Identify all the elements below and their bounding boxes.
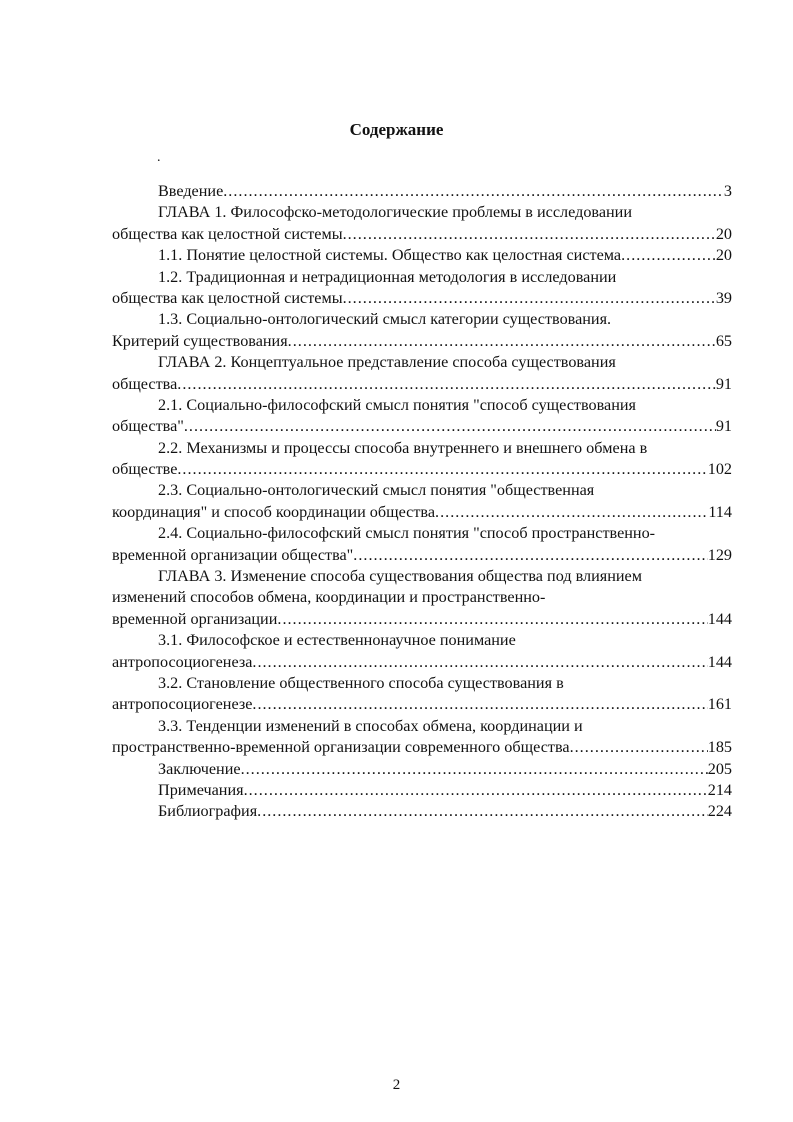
toc-entry-line	[112, 587, 732, 608]
dot-leader	[252, 652, 707, 673]
dot-leader	[257, 801, 708, 822]
toc-entry[interactable]	[112, 630, 732, 673]
toc-entry-text: ГЛАВА 1. Философско-методологические проблемы в исследовании	[158, 203, 633, 222]
toc-entry-text: антропосоциогенеза	[112, 652, 253, 671]
toc-entry[interactable]	[112, 245, 732, 266]
toc-entry-last-line	[112, 459, 732, 480]
toc-entry-text: Примечания	[158, 780, 244, 799]
toc-entry-text: 2.1. Социально-философский смысл понятия "способ существования	[158, 395, 637, 414]
toc-entry-last-line	[112, 288, 732, 309]
stray-mark: .	[157, 150, 161, 165]
toc-page-number: 205	[707, 759, 732, 778]
toc-entry[interactable]	[112, 267, 732, 310]
toc-entry-last-line	[112, 780, 732, 801]
toc-entry[interactable]	[112, 523, 732, 566]
toc-entry-text: общества как целостной системы	[112, 288, 343, 307]
toc-entry[interactable]	[112, 716, 732, 759]
toc-entry-text: общества	[112, 374, 178, 393]
toc-entry-text: Критерий существования	[112, 331, 288, 350]
toc-entry[interactable]	[112, 438, 732, 481]
toc-entry-text: координация" и способ координации общества	[112, 502, 436, 521]
toc-entry-text: изменений способов обмена, координации и пространственно-	[112, 588, 546, 607]
toc-entry-line	[112, 267, 732, 288]
toc-page-number: 20	[715, 246, 732, 265]
toc-entry-text: временной организации	[112, 609, 278, 628]
toc-entry-text: 2.4. Социально-философский смысл понятия "способ пространственно-	[158, 524, 656, 543]
toc-entry[interactable]	[112, 673, 732, 716]
dot-leader	[177, 374, 716, 395]
table-of-contents	[112, 181, 732, 823]
toc-entry-last-line	[112, 609, 732, 630]
toc-entry-text: ГЛАВА 2. Концептуальное представление способа существования	[158, 353, 616, 372]
toc-entry-text: ГЛАВА 3. Изменение способа существования общества под влиянием	[158, 567, 642, 586]
toc-entry-line	[112, 673, 732, 694]
toc-entry-last-line	[112, 374, 732, 395]
toc-entry-last-line	[112, 502, 732, 523]
toc-entry-line	[112, 566, 732, 587]
toc-page-number: 144	[707, 652, 732, 671]
toc-page-number: 3	[723, 182, 732, 200]
toc-entry-text: временной организации общества"	[112, 545, 354, 564]
toc-entry-text: антропосоциогенезе	[112, 695, 253, 714]
dot-leader	[288, 331, 716, 352]
toc-page-number: 114	[708, 502, 732, 521]
page-title: Содержание	[349, 120, 444, 139]
dot-leader	[621, 245, 716, 266]
toc-page-number: 91	[715, 374, 732, 393]
toc-page-number: 65	[715, 331, 732, 350]
toc-entry-line	[112, 309, 732, 330]
toc-page-number: 144	[707, 609, 732, 628]
toc-page-number: 224	[707, 802, 732, 821]
toc-entry-line	[112, 202, 732, 223]
toc-entry-last-line	[112, 245, 732, 266]
toc-entry-last-line	[112, 416, 732, 437]
toc-page-number: 129	[707, 545, 732, 564]
toc-page-number: 39	[715, 288, 732, 307]
toc-page-number: 214	[707, 780, 732, 799]
page-number: 2	[392, 1077, 401, 1093]
toc-page-number: 185	[707, 738, 732, 757]
toc-entry[interactable]	[112, 759, 732, 780]
dot-leader	[223, 181, 724, 202]
toc-entry[interactable]	[112, 352, 732, 395]
toc-entry-text: общества как целостной системы	[112, 224, 343, 243]
toc-entry-text: Заключение	[158, 759, 241, 778]
toc-entry-text: 3.3. Тенденции изменений в способах обмена, координации и	[158, 716, 583, 735]
toc-entry-last-line	[112, 801, 732, 822]
toc-entry-line	[112, 523, 732, 544]
dot-leader	[277, 609, 707, 630]
toc-entry-last-line	[112, 694, 732, 715]
toc-entry-text: 1.1. Понятие целостной системы. Общество как целостная система	[158, 246, 622, 265]
toc-entry-text: пространственно-временной организации современного общества	[112, 738, 570, 757]
dot-leader	[570, 737, 708, 758]
toc-entry-line	[112, 630, 732, 651]
dot-leader	[252, 694, 707, 715]
toc-entry-text: 2.2. Механизмы и процессы способа внутреннего и внешнего обмена в	[158, 438, 648, 457]
toc-entry-last-line	[112, 737, 732, 758]
toc-entry-last-line	[112, 331, 732, 352]
toc-page-number: 161	[707, 695, 732, 714]
dot-leader	[184, 416, 716, 437]
dot-leader	[244, 780, 708, 801]
toc-entry[interactable]	[112, 801, 732, 822]
dot-leader	[435, 502, 708, 523]
toc-entry-last-line	[112, 652, 732, 673]
toc-entry-text: 1.2. Традиционная и нетрадиционная методология в исследовании	[158, 267, 617, 286]
toc-entry[interactable]	[112, 202, 732, 245]
toc-entry[interactable]	[112, 566, 732, 630]
toc-entry[interactable]	[112, 395, 732, 438]
dot-leader	[353, 545, 707, 566]
toc-entry-text: 3.2. Становление общественного способа существования в	[158, 673, 564, 692]
toc-entry-line	[112, 352, 732, 373]
dot-leader	[241, 759, 708, 780]
toc-entry-last-line	[112, 181, 732, 202]
toc-entry-text: общества"	[112, 417, 184, 436]
toc-page-number: 20	[715, 224, 732, 243]
toc-entry[interactable]	[112, 309, 732, 352]
toc-entry[interactable]	[112, 780, 732, 801]
toc-entry-text: Библиография	[158, 802, 258, 821]
toc-entry-line	[112, 438, 732, 459]
toc-page-number: 102	[707, 460, 732, 479]
dot-leader	[343, 224, 716, 245]
toc-entry[interactable]	[112, 181, 732, 202]
toc-entry-line	[112, 395, 732, 416]
toc-entry-text: 1.3. Социально-онтологический смысл категории существования.	[158, 310, 612, 329]
toc-entry-line	[112, 716, 732, 737]
toc-entry-line	[112, 480, 732, 501]
dot-leader	[343, 288, 716, 309]
toc-entry-text: 2.3. Социально-онтологический смысл понятия "общественная	[158, 481, 595, 500]
toc-entry[interactable]	[112, 480, 732, 523]
toc-entry-last-line	[112, 759, 732, 780]
toc-entry-text: 3.1. Философское и естественнонаучное понимание	[158, 631, 516, 650]
toc-entry-last-line	[112, 224, 732, 245]
toc-entry-last-line	[112, 545, 732, 566]
toc-entry-text: Введение	[158, 182, 224, 200]
toc-page-number: 91	[715, 417, 732, 436]
toc-entry-text: обществе	[112, 460, 178, 479]
dot-leader	[177, 459, 707, 480]
